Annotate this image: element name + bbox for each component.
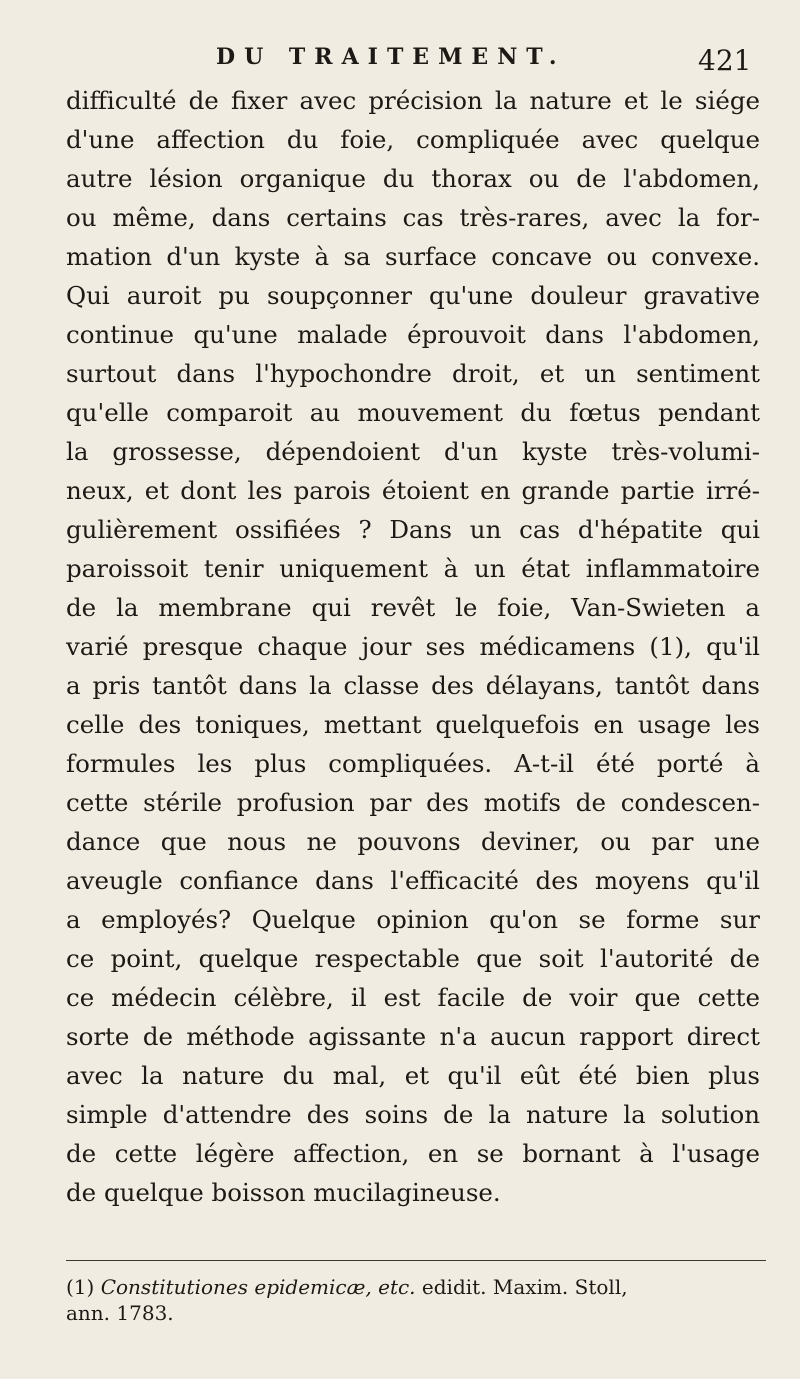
footnote-marker: (1) bbox=[66, 1275, 95, 1299]
body-line: ou même, dans certains cas très-rares, avec la for- bbox=[66, 203, 760, 232]
body-line: sorte de méthode agissante n'a aucun rapport direct bbox=[66, 1022, 760, 1051]
body-line: de la membrane qui revêt le foie, Van-Swieten a bbox=[66, 593, 760, 622]
body-line: celle des toniques, mettant quelquefois en usage les bbox=[66, 710, 760, 739]
body-line: de cette légère affection, en se bornant à l'usage bbox=[66, 1139, 760, 1168]
body-line: ce point, quelque respectable que soit l'autorité de bbox=[66, 944, 760, 973]
body-line: difficulté de fixer avec précision la nature et le siége bbox=[66, 86, 760, 115]
body-line: la grossesse, dépendoient d'un kyste très-volumi- bbox=[66, 437, 760, 466]
footnote bbox=[66, 1274, 760, 1326]
body-line: surtout dans l'hypochondre droit, et un sentiment bbox=[66, 359, 760, 388]
body-line: simple d'attendre des soins de la nature la solution bbox=[66, 1100, 760, 1129]
body-line: d'une affection du foie, compliquée avec quelque bbox=[66, 125, 760, 154]
body-line: continue qu'une malade éprouvoit dans l'abdomen, bbox=[66, 320, 760, 349]
body-line: a pris tantôt dans la classe des délayans, tantôt dans bbox=[66, 671, 760, 700]
body-text bbox=[66, 81, 760, 1212]
body-line: a employés? Quelque opinion qu'on se forme sur bbox=[66, 905, 760, 934]
body-line: varié presque chaque jour ses médicamens (1), qu'il bbox=[66, 632, 760, 661]
body-line: qu'elle comparoit au mouvement du fœtus pendant bbox=[66, 398, 760, 427]
body-line: aveugle confiance dans l'efficacité des moyens qu'il bbox=[66, 866, 760, 895]
body-line: de quelque boisson mucilagineuse. bbox=[66, 1178, 501, 1207]
body-line: neux, et dont les parois étoient en grande partie irré- bbox=[66, 476, 760, 505]
body-line: avec la nature du mal, et qu'il eût été bien plus bbox=[66, 1061, 760, 1090]
running-title: DU TRAITEMENT. bbox=[216, 44, 566, 70]
body-line: cette stérile profusion par des motifs de condescen- bbox=[66, 788, 760, 817]
footnote-line-1 bbox=[66, 1274, 760, 1300]
footnote-title: Constitutiones epidemicæ, etc. bbox=[100, 1275, 416, 1299]
body-line: ce médecin célèbre, il est facile de voir que cette bbox=[66, 983, 760, 1012]
body-line: Qui auroit pu soupçonner qu'une douleur gravative bbox=[66, 281, 760, 310]
body-line: paroissoit tenir uniquement à un état inflammatoire bbox=[66, 554, 760, 583]
body-line: autre lésion organique du thorax ou de l'abdomen, bbox=[66, 164, 760, 193]
body-line: mation d'un kyste à sa surface concave ou convexe. bbox=[66, 242, 760, 271]
body-line: dance que nous ne pouvons deviner, ou par une bbox=[66, 827, 760, 856]
body-line: formules les plus compliquées. A-t-il été porté à bbox=[66, 749, 760, 778]
footnote-line-2: ann. 1783. bbox=[66, 1301, 174, 1325]
body-line: gulièrement ossifiées ? Dans un cas d'hépatite qui bbox=[66, 515, 760, 544]
footnote-rest: edidit. Maxim. Stoll, bbox=[421, 1275, 628, 1299]
page-number: 421 bbox=[698, 44, 752, 77]
footnote-rule bbox=[66, 1260, 766, 1261]
running-head bbox=[0, 44, 800, 84]
